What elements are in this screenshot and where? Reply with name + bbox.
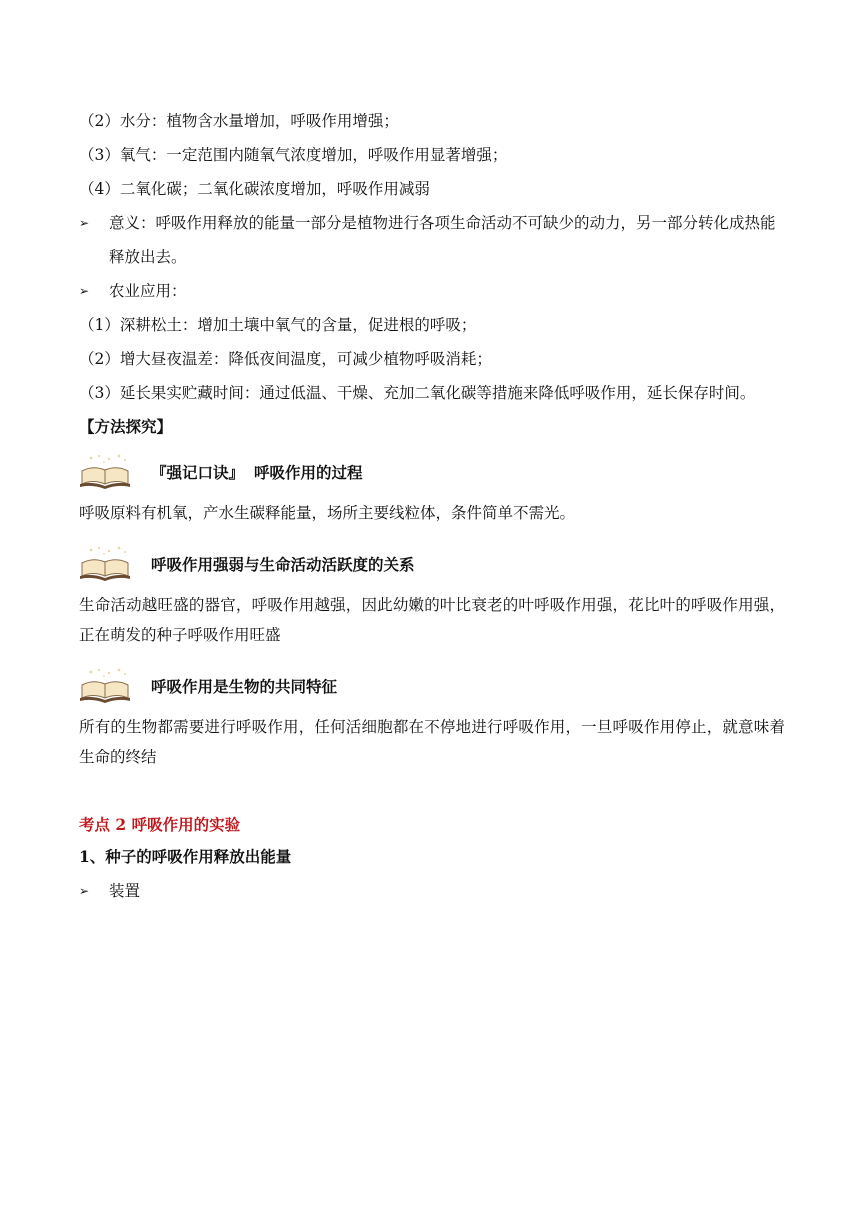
significance-text: 意义：呼吸作用释放的能量一部分是植物进行各项生命活动不可缺少的动力，另一部分转化成热能释放出去。 <box>109 214 776 266</box>
factor-co2: （4）二氧化碳；二氧化碳浓度增加，呼吸作用减弱 <box>79 180 430 198</box>
open-book-icon <box>79 453 131 491</box>
document-content <box>79 104 785 908</box>
method-body: 生命活动越旺盛的器官，呼吸作用越强，因此幼嫩的叶比衰老的叶呼吸作用强，花比叶的呼吸作用强，正在萌发的种子呼吸作用旺盛 <box>79 596 785 644</box>
significance-item <box>79 206 785 274</box>
device-item <box>79 874 785 908</box>
method-body: 呼吸原料有机氧，产水生碳释能量，场所主要线粒体，条件简单不需光。 <box>79 504 576 522</box>
method-title <box>151 553 415 575</box>
arrowhead-bullet-icon: ➢ <box>79 216 90 230</box>
method-title-row <box>79 450 785 494</box>
agri-item-3: （3）延长果实贮藏时间：通过低温、干燥、充加二氧化碳等措施来降低呼吸作用，延长保存时间。 <box>79 384 756 402</box>
method-body: 所有的生物都需要进行呼吸作用，任何活细胞都在不停地进行呼吸作用，一旦呼吸作用停止，就意味着生命的终结 <box>79 718 785 766</box>
kaodian-heading: 考点 2 呼吸作用的实验 <box>79 815 241 834</box>
method-title-row <box>79 664 785 708</box>
agri-label: 农业应用： <box>109 282 187 300</box>
method-title <box>151 461 363 483</box>
method-heading: 【方法探究】 <box>79 417 173 436</box>
arrowhead-bullet-icon: ➢ <box>79 284 90 298</box>
method-title-text: 呼吸作用强弱与生命活动活跃度的关系 <box>151 555 415 574</box>
method-title <box>151 675 337 697</box>
open-book-icon <box>79 545 131 583</box>
agri-item-2: （2）增大昼夜温差：降低夜间温度，可减少植物呼吸消耗； <box>79 350 492 368</box>
method-title-row <box>79 542 785 586</box>
factor-oxygen: （3）氧气：一定范围内随氧气浓度增加，呼吸作用显著增强； <box>79 146 508 164</box>
method-title-text: 呼吸作用是生物的共同特征 <box>151 677 338 696</box>
arrowhead-bullet-icon: ➢ <box>79 884 90 898</box>
section-subheading: 1、种子的呼吸作用释放出能量 <box>79 847 292 866</box>
method-tag: 『强记口诀』 <box>151 463 245 482</box>
agri-item <box>79 274 785 308</box>
factor-water: （2）水分：植物含水量增加，呼吸作用增强； <box>79 112 399 130</box>
open-book-icon <box>79 667 131 705</box>
agri-item-1: （1）深耕松土：增加土壤中氧气的含量，促进根的呼吸； <box>79 316 477 334</box>
method-title-text: 呼吸作用的过程 <box>254 463 363 482</box>
device-label: 装置 <box>109 882 141 900</box>
